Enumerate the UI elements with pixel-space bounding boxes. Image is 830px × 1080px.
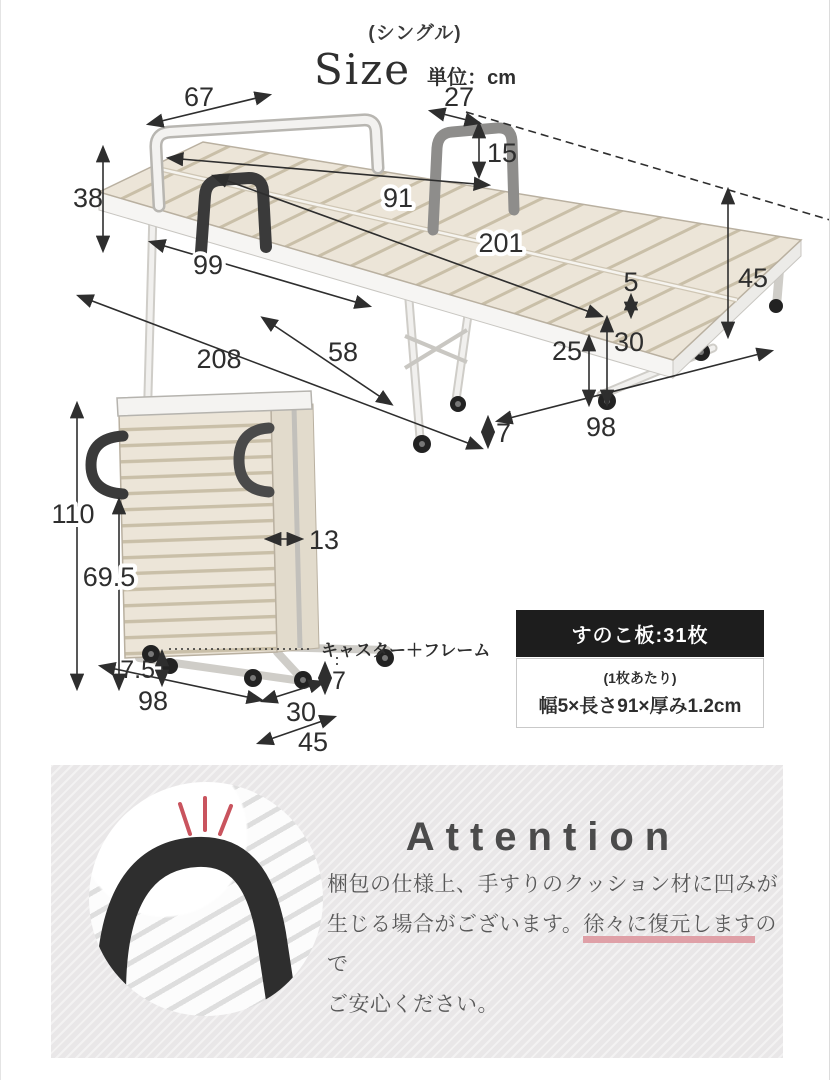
folded-left-handle <box>91 436 123 494</box>
label-7: 7 <box>496 418 512 448</box>
size-unit: 単位：cm <box>427 67 517 89</box>
label-7-folded: 7 <box>332 667 346 695</box>
attention-title: Attention <box>405 815 681 859</box>
label-98-folded: 98 <box>137 686 169 716</box>
dent-marks-icon <box>180 798 231 834</box>
label-110: 110 <box>51 499 95 529</box>
label-98: 98 <box>585 412 617 442</box>
label-caster-frame: キャスター＋フレーム <box>321 641 491 660</box>
attention-line2-highlight: 徐々に復元します <box>583 913 755 943</box>
label-30-folded: 30 <box>285 697 317 727</box>
slat-count-box: すのこ板:31枚 <box>516 610 764 657</box>
label-45: 45 <box>738 263 769 293</box>
folded-slat-panel <box>119 408 277 658</box>
attention-line3: ご安心ください。 <box>327 993 499 1016</box>
label-27: 27 <box>443 82 475 112</box>
slat-per-piece-label: (1枚あたり) <box>603 670 677 686</box>
size-subtitle: (シングル) <box>368 23 462 44</box>
attention-line2-post: ので <box>327 913 777 976</box>
label-13: 13 <box>309 525 340 555</box>
handle-cushion-photo <box>89 782 323 1016</box>
label-201: 201 <box>478 228 524 258</box>
label-38: 38 <box>72 183 104 213</box>
label-30: 30 <box>614 327 645 357</box>
slat-size-box <box>516 658 764 728</box>
label-69-5: 69.5 <box>82 562 136 592</box>
dim-27 <box>431 111 479 123</box>
label-45-folded: 45 <box>297 727 329 757</box>
label-91: 91 <box>382 183 414 213</box>
slat-piece-size: 幅5×長さ91×厚み1.2cm <box>538 696 742 717</box>
size-title: Size <box>313 45 412 94</box>
label-5: 5 <box>623 267 639 297</box>
label-7-5: 7.5 <box>120 656 155 684</box>
attention-line1: 梱包の仕様上、手すりのクッション材に凹みが <box>327 873 779 896</box>
handle-cushion-arc <box>111 852 285 1016</box>
attention-body <box>327 865 797 1025</box>
label-208: 208 <box>196 344 242 374</box>
label-58: 58 <box>327 337 359 367</box>
label-99: 99 <box>192 250 224 280</box>
handle-cushion-illustration <box>89 782 323 1016</box>
attention-line2-pre: 生じる場合がございます。 <box>327 913 584 936</box>
label-15: 15 <box>487 138 518 168</box>
label-25: 25 <box>551 336 582 366</box>
attention-panel <box>51 765 783 1058</box>
label-67: 67 <box>183 82 215 112</box>
